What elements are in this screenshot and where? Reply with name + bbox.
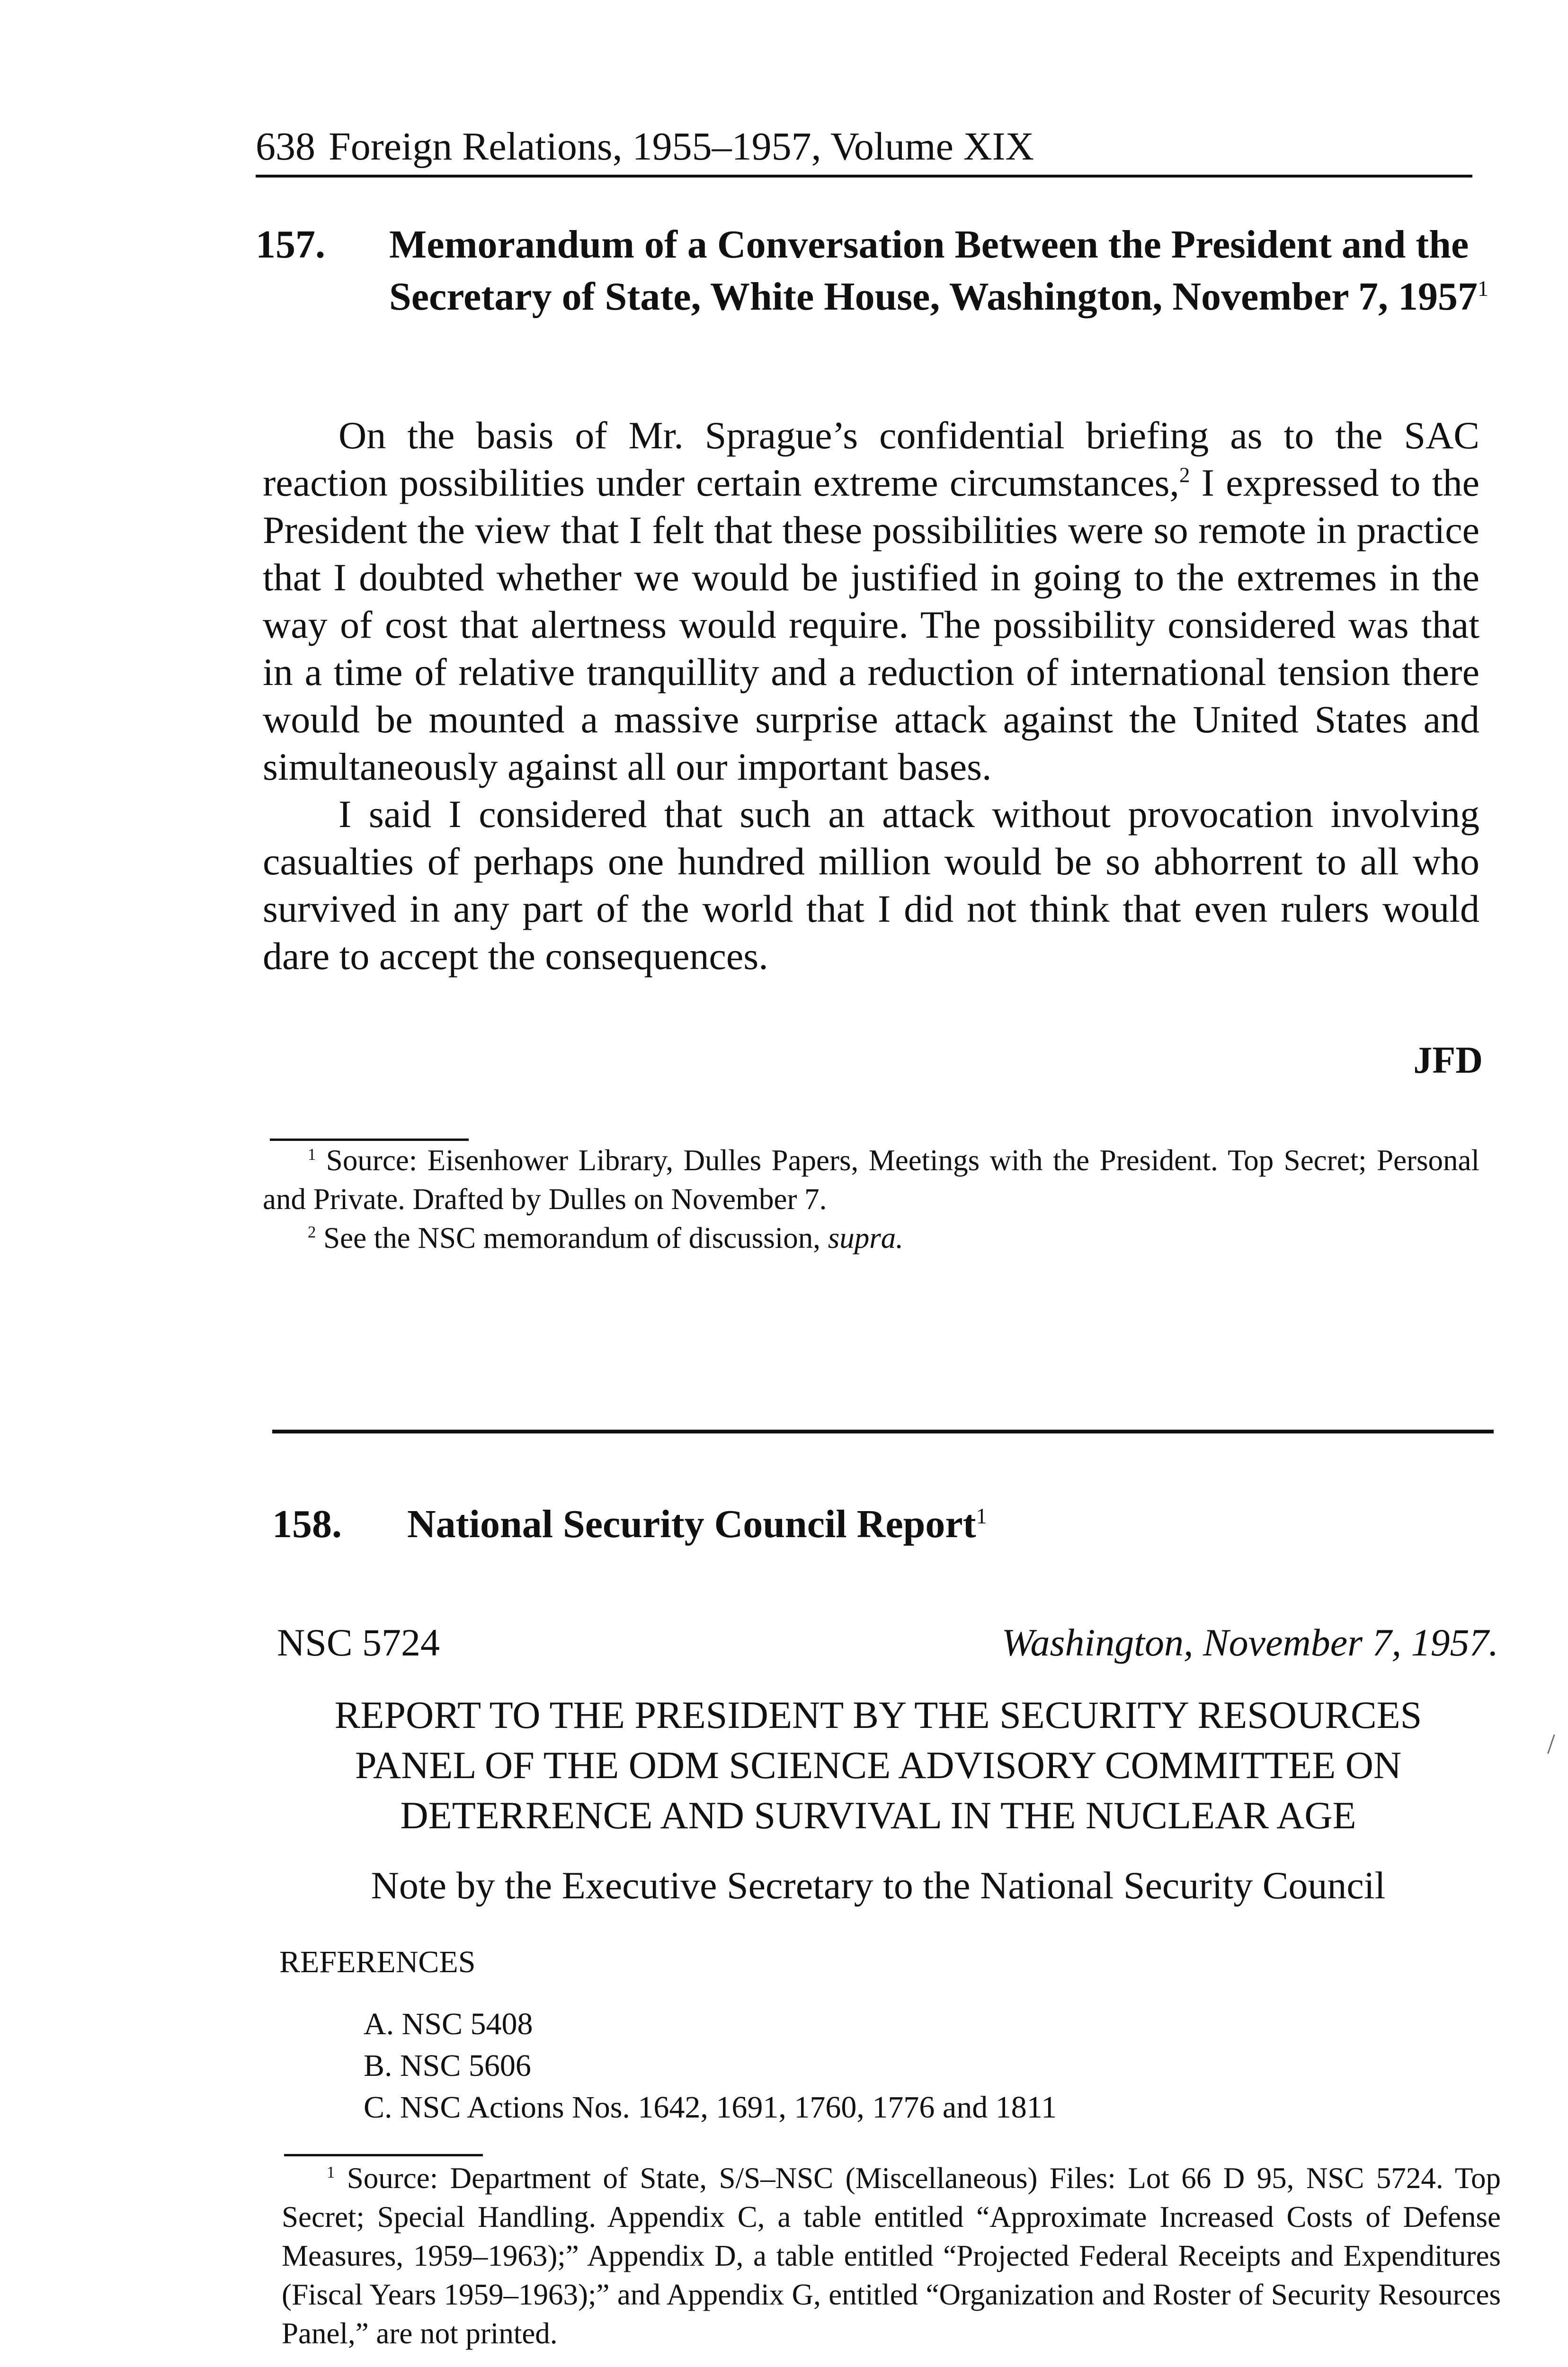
footnote: $^2$ See the NSC memorandum of discussion, supra. bbox=[308, 1221, 904, 1255]
footnote: $^1$ Source: Eisenhower Library, Dulles Papers, Meetings with the President. Top Secret; Personal and Private. Drafted by Dulles on November 7. bbox=[263, 1144, 1480, 1216]
footnote-ref-1: 1 bbox=[1478, 276, 1489, 301]
footnote-ref-2: 2 bbox=[1179, 463, 1190, 487]
note-by: Note by the Executive Secretary to the National Security Council bbox=[371, 1864, 1386, 1907]
section-divider bbox=[272, 1430, 1494, 1433]
signature-initials: JFD bbox=[1413, 1040, 1483, 1081]
footnote-rule bbox=[284, 2154, 483, 2156]
volume-title: Foreign Relations, 1955–1957, Volume XIX bbox=[329, 125, 1034, 169]
footnote: $^1$ Source: Department of State, S/S–NSC (Miscellaneous) Files: Lot 66 D 95, NSC 5724. Top Secret; Special Handling. Appendix C, a table entitled “Approximate Increased Costs of Defense Measures, 1959–1963);” Appendix D, a table entitled “Projected Federal Receipts and Expenditures (Fiscal Years 1959–1963);” and Appendix G, entitled “Organization and Roster of Security Resources Panel,” are not printed. bbox=[282, 2162, 1501, 2350]
place-date: Washington, November 7, 1957. bbox=[1001, 1621, 1498, 1664]
doc-158-title: National Security Council Report$^1$ bbox=[407, 1502, 987, 1546]
page-number: 638 bbox=[256, 125, 315, 169]
report-title: REPORT TO THE PRESIDENT BY THE SECURITY RESOURCES PANEL OF THE ODM SCIENCE ADVISORY COMMITTEE ON DETERRENCE AND SURVIVAL IN THE NUCLEAR AGE bbox=[334, 1693, 1422, 1837]
running-head bbox=[256, 121, 1472, 178]
list-item: B. NSC 5606 bbox=[364, 2048, 531, 2083]
doc-157-number: 157. bbox=[256, 222, 325, 267]
list-item: A. NSC 5408 bbox=[364, 2007, 533, 2041]
doc-158-footnotes bbox=[282, 2159, 1501, 2353]
paragraph: On the basis of Mr. Sprague’s confidential briefing as to the SAC reaction possibilities under certain extreme circumstances,$^2$ I expressed to the President the view that I felt that these possibilities were so remote in practice that I doubted whether we would be justified in going to the extremes in the way of cost that alertness would require. The possibility considered was that in a time of relative tranquillity and a reduction of international tension there would be mounted a massive surprise attack against the United States and simultaneously against all our important bases. bbox=[263, 414, 1479, 788]
paragraph: I said I considered that such an attack without provocation involving casualties of perhaps one hundred million would be so abhorrent to all who survived in any part of the world that I did not think that even rulers would dare to accept the consequences. bbox=[263, 792, 1479, 978]
list-item: C. NSC Actions Nos. 1642, 1691, 1760, 1776 and 1811 bbox=[364, 2090, 1057, 2125]
footnote-ref-1: 1 bbox=[976, 1504, 987, 1528]
doc-157-title: Memorandum of a Conversation Between the President and the Secretary of State, White House, Washington, November 7, 1957$^1$ bbox=[389, 222, 1489, 319]
stray-mark: / bbox=[1547, 1728, 1555, 1760]
doc-157-footnotes bbox=[263, 1141, 1479, 1257]
doc-157-body bbox=[263, 412, 1479, 980]
doc-158-number: 158. bbox=[272, 1502, 342, 1546]
references-label: REFERENCES bbox=[279, 1945, 476, 1979]
nsc-number: NSC 5724 bbox=[277, 1621, 440, 1664]
references-list bbox=[364, 2003, 1057, 2128]
